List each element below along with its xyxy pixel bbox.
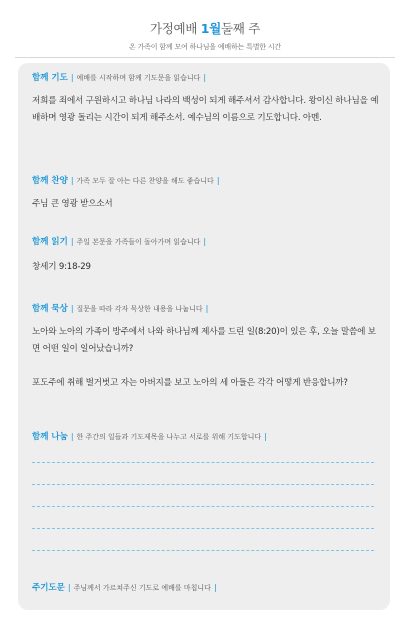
meditation-question-2: 포도주에 취해 벌거벗고 자는 아버지를 보고 노아의 세 아들은 각각 어떻게 반응합니까? [32, 378, 348, 388]
section-label: 함께 찬양 [32, 176, 68, 186]
separator-bar: | [70, 73, 74, 82]
section-label: 함께 나눔 [32, 432, 68, 442]
separator-bar: | [70, 176, 74, 185]
section-label: 함께 기도 [32, 73, 68, 83]
section-description: 가족 모두 잘 아는 다른 찬양을 해도 좋습니다 [76, 177, 214, 185]
section-heading [32, 432, 382, 442]
section-label: 함께 읽기 [32, 237, 68, 247]
writing-line[interactable] [32, 462, 374, 463]
section-heading [32, 583, 382, 593]
praise-song: 주님 큰 영광 받으소서 [32, 199, 113, 209]
writing-line[interactable] [32, 550, 374, 551]
section-description: 한 주간의 일들과 기도제목을 나누고 서로를 위해 기도합니다 [76, 433, 262, 441]
separator-bar: | [67, 583, 71, 592]
separator-bar: | [70, 304, 74, 313]
title-prefix: 가정예배 [150, 21, 198, 36]
page-title [0, 19, 410, 37]
writing-line[interactable] [32, 506, 374, 507]
separator-bar: | [70, 237, 74, 246]
section-description: 질문을 따라 각자 묵상한 내용을 나눕니다 [76, 305, 203, 313]
writing-line[interactable] [32, 528, 374, 529]
section-lords-prayer [32, 583, 382, 593]
section-heading [32, 73, 382, 83]
title-month: 1월 [200, 21, 221, 36]
scripture-reference: 창세기 9:18-29 [32, 262, 91, 272]
section-reading [32, 237, 382, 276]
title-week: 둘째 주 [220, 21, 260, 36]
separator-bar: | [216, 176, 220, 185]
section-description: 주일 본문을 가족들이 돌아가며 읽습니다 [76, 238, 201, 246]
section-sharing [32, 432, 382, 442]
separator-bar: | [203, 73, 207, 82]
separator-bar: | [264, 432, 267, 441]
section-label: 함께 묵상 [32, 304, 68, 314]
section-heading [32, 176, 382, 186]
section-label: 주기도문 [32, 583, 65, 593]
section-description: 예배를 시작하며 함께 기도문을 읽습니다 [76, 74, 201, 82]
section-prayer [32, 73, 382, 127]
header-divider [15, 57, 395, 58]
separator-bar: | [70, 432, 74, 441]
section-heading [32, 237, 382, 247]
separator-bar: | [213, 583, 217, 592]
writing-line[interactable] [32, 484, 374, 485]
section-heading [32, 304, 382, 314]
prayer-text: 저희를 죄에서 구원하시고 하나님 나라의 백성이 되게 해주셔서 감사합니다. 왕이신 하나님을 예배하며 영광 돌리는 시간이 되게 해주소서. 예수님의 이름으로 기도합니다. 아멘. [32, 96, 379, 123]
separator-bar: | [203, 237, 207, 246]
section-meditation [32, 304, 382, 392]
section-praise [32, 176, 382, 213]
meditation-question-1: 노아와 노아의 가족이 방주에서 나와 하나님께 제사를 드린 일(8:20)이 있은 후, 오늘 말씀에 보면 어떤 일이 일어났습니까? [32, 327, 376, 354]
section-description: 주님께서 가르쳐주신 기도로 예배를 마칩니다 [73, 584, 211, 592]
page-subtitle: 온 가족이 함께 모여 하나님을 예배하는 특별한 시간 [129, 43, 281, 51]
separator-bar: | [205, 304, 209, 313]
sharing-writing-lines [32, 462, 374, 572]
